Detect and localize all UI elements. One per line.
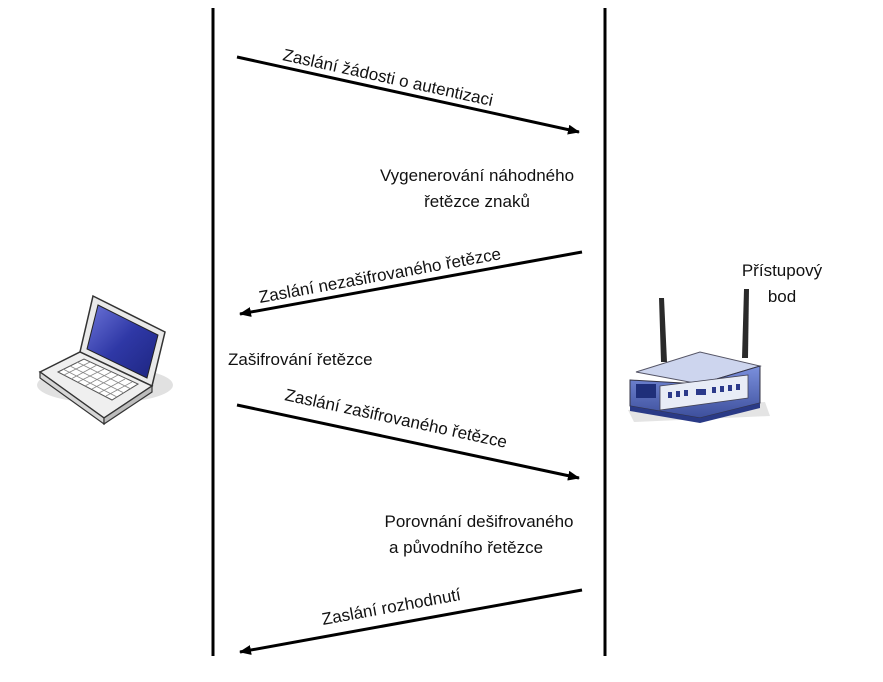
- message-label-2: Zaslání nezašifrovaného řetězce: [257, 244, 503, 307]
- laptop-icon: [37, 296, 173, 424]
- access-point-label-1: Přístupový: [741, 261, 823, 280]
- message-arrow-1: [237, 57, 579, 132]
- message-label-1: Zaslání žádosti o autentizaci: [281, 45, 495, 110]
- message-label-3: Zaslání zašifrovaného řetězce: [283, 385, 509, 452]
- message-label-4: Zaslání rozhodnutí: [320, 585, 463, 629]
- note-compare-1: Porovnání dešifrovaného: [384, 512, 574, 531]
- note-generate-1: Vygenerování náhodného: [379, 166, 575, 185]
- note-generate-2: řetězce znaků: [424, 192, 530, 211]
- note-encrypt: Zašifrování řetězce: [228, 350, 373, 369]
- access-point-label-2: bod: [767, 287, 797, 306]
- note-compare-2: a původního řetězce: [388, 538, 544, 557]
- router-icon: [628, 289, 770, 423]
